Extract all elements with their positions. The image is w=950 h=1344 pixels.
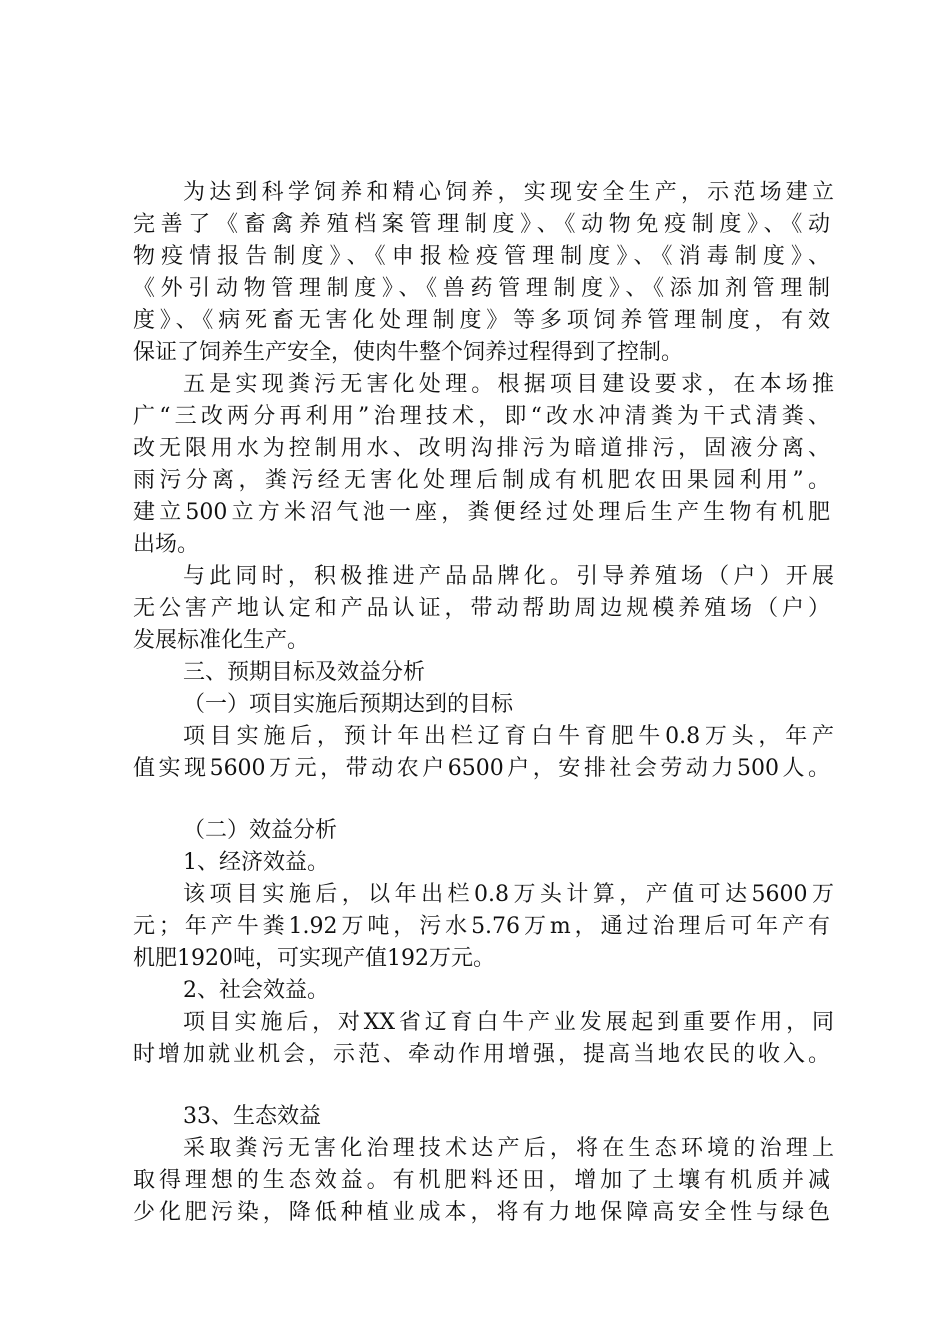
paragraph-line: 取得理想的生态效益。有机肥料还田，增加了土壤有机质并减 [133, 1168, 830, 1193]
paragraph-line: 元；年产牛粪1.92万吨，污水5.76万m，通过治理后可年产有 [133, 914, 830, 939]
section-heading: 三、预期目标及效益分析 [183, 660, 426, 685]
paragraph-line: 该项目实施后，以年出栏0.8万头计算，产值可达5600万 [183, 882, 834, 907]
paragraph-line: 项目实施后，对XX省辽育白牛产业发展起到重要作用，同 [183, 1010, 834, 1035]
paragraph-line: 机肥1920吨，可实现产值192万元。 [133, 946, 495, 971]
paragraph-line: 《外引动物管理制度》、《兽药管理制度》、《添加剂管理制 [133, 276, 830, 301]
paragraph-line: 项目实施后，预计年出栏辽育白牛育肥牛0.8万头，年产 [183, 724, 834, 749]
paragraph-line: 值实现5600万元，带动农户6500户，安排社会劳动力500人。 [133, 756, 830, 781]
paragraph-line: 时增加就业机会，示范、牵动作用增强，提高当地农民的收入。 [133, 1042, 830, 1067]
paragraph-line: 雨污分离，粪污经无害化处理后制成有机肥农田果园利用”。 [133, 468, 830, 493]
paragraph-line: 无公害产地认定和产品认证，带动帮助周边规模养殖场（户） [133, 596, 830, 621]
paragraph-line: 为达到科学饲养和精心饲养，实现安全生产，示范场建立 [183, 180, 834, 205]
paragraph-line: 广“三改两分再利用”治理技术，即“改水冲清粪为干式清粪、 [133, 404, 830, 429]
paragraph-line: 建立500立方米沼气池一座，粪便经过处理后生产生物有机肥 [133, 500, 830, 525]
item-heading: 33、生态效益 [183, 1104, 321, 1129]
paragraph-line: 保证了饲养生产安全，使肉牛整个饲养过程得到了控制。 [133, 340, 684, 365]
paragraph-line: 完善了《畜禽养殖档案管理制度》、《动物免疫制度》、《动 [133, 212, 830, 237]
paragraph-line: 少化肥污染，降低种植业成本，将有力地保障高安全性与绿色 [133, 1200, 830, 1225]
paragraph-line: 改无限用水为控制用水、改明沟排污为暗道排污，固液分离、 [133, 436, 830, 461]
item-heading: 2、社会效益。 [183, 978, 329, 1003]
paragraph-line: 采取粪污无害化治理技术达产后，将在生态环境的治理上 [183, 1136, 834, 1161]
subsection-heading: （二）效益分析 [183, 818, 338, 843]
paragraph-line: 度》、《病死畜无害化处理制度》等多项饲养管理制度，有效 [133, 308, 830, 333]
paragraph-line: 与此同时，积极推进产品品牌化。引导养殖场（户）开展 [183, 564, 834, 589]
item-heading: 1、经济效益。 [183, 850, 329, 875]
paragraph-line: 出场。 [133, 532, 200, 557]
subsection-heading: （一）项目实施后预期达到的目标 [183, 692, 514, 717]
paragraph-line: 发展标准化生产。 [133, 628, 310, 653]
paragraph-line: 五是实现粪污无害化处理。根据项目建设要求，在本场推 [183, 372, 834, 397]
paragraph-line: 物疫情报告制度》、《申报检疫管理制度》、《消毒制度》、 [133, 244, 830, 269]
